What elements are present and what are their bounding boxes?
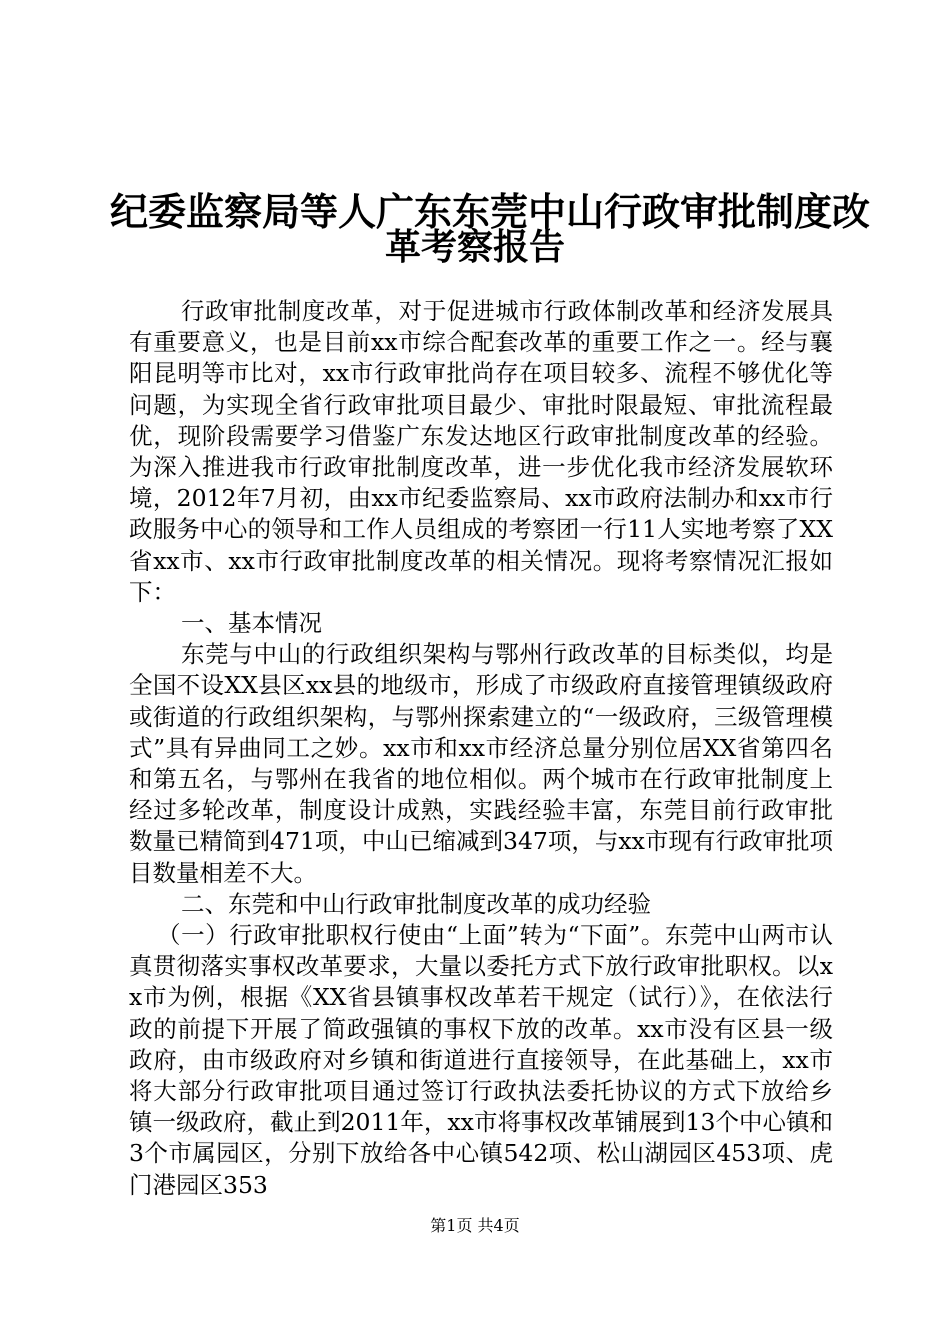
section-heading-experience: 二、东莞和中山行政审批制度改革的成功经验: [181, 889, 651, 918]
section-heading-basic: 一、基本情况: [181, 609, 322, 638]
paragraph-basic: 东莞与中山的行政组织架构与鄂州行政改革的目标类似，均是全国不设XX县区xx县的地级市，形成了市级政府直接管理镇级政府或街道的行政组织架构，与鄂州探索建立的“一级政府，三级管理模式”具有异曲同工之妙。xx市和xx市经济总量分别位居XX省第四名和第五名，与鄂州在我省的地位相似。两个城市在行政审批制度上经过多轮改革，制度设计成熟，实践经验丰富，东莞目前行政审批数量已精简到471项，中山已缩减到347项，与xx市现有行政审批项目数量相差不大。: [129, 640, 833, 887]
document-body: [129, 296, 833, 1201]
paragraph-experience-1: （一）行政审批职权行使由“上面”转为“下面”。东莞中山两市认真贯彻落实事权改革要求，大量以委托方式下放行政审批职权。以xx市为例，根据《XX省县镇事权改革若干规定（试行）》，在依法行政的前提下开展了简政强镇的事权下放的改革。xx市没有区县一级政府，由市级政府对乡镇和街道进行直接领导，在此基础上，xx市将大部分行政审批项目通过签订行政执法委托协议的方式下放给乡镇一级政府，截止到2011年，xx市将事权改革铺展到13个中心镇和3个市属园区，分别下放给各中心镇542项、松山湖园区453项、虎门港园区353: [129, 921, 833, 1199]
paragraph-intro: 行政审批制度改革，对于促进城市行政体制改革和经济发展具有重要意义，也是目前xx市综合配套改革的重要工作之一。经与襄阳昆明等市比对，xx市行政审批尚存在项目较多、流程不够优化等问题，为实现全省行政审批项目最少、审批时限最短、审批流程最优，现阶段需要学习借鉴广东发达地区行政审批制度改革的经验。为深入推进我市行政审批制度改革，进一步优化我市经济发展软环境，2012年7月初，由xx市纪委监察局、xx市政府法制办和xx市行政服务中心的领导和工作人员组成的考察团一行11人实地考察了XX省xx市、xx市行政审批制度改革的相关情况。现将考察情况汇报如下：: [129, 297, 833, 606]
document-title-line-2: 革考察报告: [384, 227, 565, 268]
page-footer: 第1页 共4页: [430, 1216, 520, 1235]
document-title-line-1: 纪委监察局等人广东东莞中山行政审批制度改: [110, 190, 871, 234]
